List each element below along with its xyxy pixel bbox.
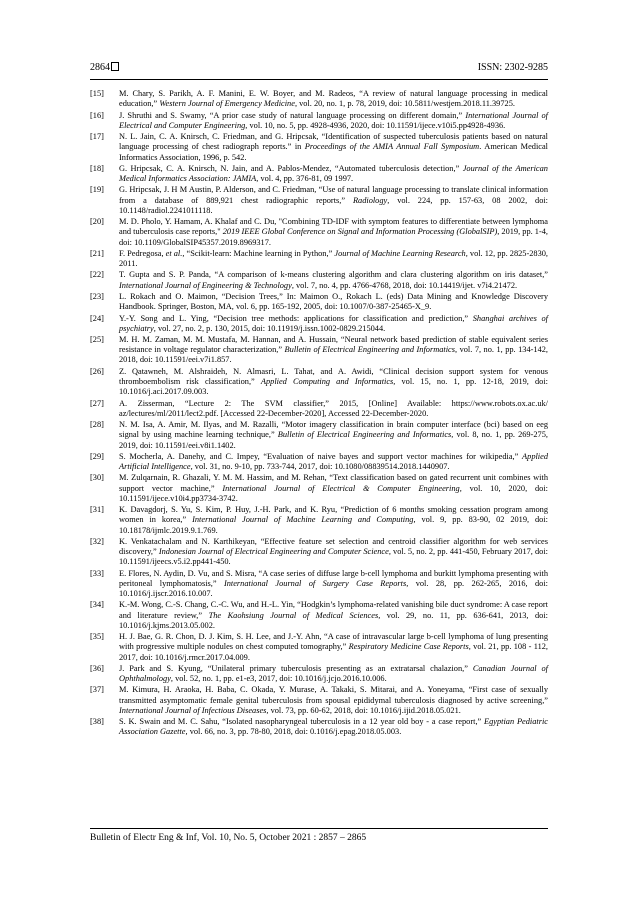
reference-venue: Respiratory Medicine Case Reports (348, 642, 469, 652)
reference-text: , vol. 8, no. 1, pp. 269-275, 2019, doi: 10.11591/eei.v8i1.1402. (119, 430, 548, 450)
reference-text: M. Zulqarnain, R. Ghazali, Y. M. M. Hassim, and M. Rehan, “Text classification based on gated recurrent unit combines with support vector machine,” (119, 473, 548, 493)
reference-number: [21] (90, 248, 104, 258)
reference-venue: Western Journal of Emergency Medicine (159, 99, 295, 109)
reference-item (90, 335, 548, 366)
reference-text: L. Rokach and O. Maimon, “Decision Trees,” In: Maimon O., Rokach L. (eds) Data Mining and Knowledge Discovery Handbook. Springer, Boston, MA, vol. 6, pp. 165-192, 2005, doi: 10.1007/0-387-25465-X_9. (119, 291, 548, 312)
reference-number: [28] (90, 420, 104, 430)
page-header (90, 62, 548, 78)
reference-number: [27] (90, 398, 104, 408)
reference-item (90, 249, 548, 269)
reference-text: , vol. 5, no. 2, pp. 441-450, February 2017, doi: 10.11591/ijeecs.v5.i2.pp441-450. (119, 547, 548, 567)
reference-item (90, 717, 548, 737)
reference-text: Z. Qatawneh, M. Alshraideh, N. Almasri, L. Tahat, and A. Awidi, “Clinical decision support system for venous thromboembolism risk classification,” (119, 366, 548, 387)
journal-citation: Bulletin of Electr Eng & Inf, Vol. 10, No. 5, October 2021 : 2857 – 2865 (90, 833, 367, 843)
reference-number: [37] (90, 685, 104, 695)
reference-venue: Bulletin of Electrical Engineering and Informatics (284, 345, 456, 355)
reference-item (90, 111, 548, 131)
reference-item (90, 452, 548, 472)
reference-number: [15] (90, 89, 104, 98)
reference-number: [19] (90, 185, 104, 195)
box-glyph-icon (111, 62, 119, 71)
reference-item (90, 164, 548, 184)
reference-venue: Indonesian Journal of Electrical Engineering and Computer Science (158, 547, 389, 557)
reference-number: [32] (90, 536, 104, 546)
reference-text: K. Davagdorj, S. Yu, S. Kim, P. Huy, J.-H. Park, and K. Ryu, “Prediction of 6 months smoking cessation program among women in korea,” (119, 505, 548, 525)
reference-number: [16] (90, 110, 104, 120)
reference-text: , vol. 31, no. 9-10, pp. 733-744, 2017, doi: 10.1080/08839514.2018.1440907. (190, 462, 450, 472)
reference-text: , vol. 29, no. 11, pp. 636-641, 2013, doi: 10.1016/j.kjms.2013.05.002. (119, 610, 548, 630)
footer-rule (90, 828, 548, 829)
reference-number: [33] (90, 568, 104, 578)
reference-text: K. Venkatachalam and N. Karthikeyan, “Effective feature set selection and centroid classifier algorithm for web services discovery,” (119, 536, 548, 557)
issn: ISSN: 2302-9285 (477, 62, 548, 73)
reference-item (90, 632, 548, 663)
reference-text: , vol. 27, no. 2, p. 130, 2015, doi: 10.11919/j.issn.1002-0829.215044. (153, 323, 386, 333)
reference-venue: International Journal of Infectious Diseases (119, 705, 267, 715)
reference-item (90, 505, 548, 536)
reference-item (90, 473, 548, 504)
reference-venue: Applied Artificial Intelligence (119, 451, 548, 472)
reference-text: Y.-Y. Song and L. Ying, “Decision tree methods: applications for classification and prediction,” (119, 313, 473, 323)
reference-item (90, 664, 548, 684)
reference-item (90, 132, 548, 163)
reference-text: M. H. M. Zaman, M. M. Mustafa, M. Hannan, and A. Hussain, “Neural network based prediction of stable equivalent series resistance in voltage regulator characterization,” (119, 335, 548, 355)
reference-venue: Shanghai archives of psychiatry (119, 313, 548, 333)
reference-item (90, 399, 548, 419)
reference-venue: International Journal of Machine Learning and Computing (192, 515, 414, 525)
reference-venue: 2019 IEEE Global Conference on Signal and Information Processing (GlobalSIP) (222, 227, 498, 237)
reference-item (90, 420, 548, 451)
reference-text: , 2019, pp. 1-4, doi: 10.1109/GlobalSIP45357.2019.8969317. (119, 227, 548, 247)
reference-item (90, 185, 548, 216)
reference-list (90, 89, 548, 739)
reference-text: E. Flores, N. Aydin, D. Vu, and S. Misra, “A case series of diffuse large b-cell lymphoma and burkitt lymphoma presenting with peritoneal lymphomatosis,” (119, 568, 548, 588)
header-rule (90, 79, 548, 80)
reference-venue: The Kaohsiung Journal of Medical Sciences (208, 610, 379, 620)
reference-venue: Canadian Journal of Ophthalmology (119, 663, 548, 684)
reference-venue: et al. (165, 248, 183, 258)
reference-number: [23] (90, 291, 104, 301)
reference-item (90, 685, 548, 716)
reference-text: J. Shruthi and S. Swamy, “A prior case study of natural language processing on different domain,” (119, 110, 466, 120)
reference-venue: Proceedings of the AMIA Annual Fall Symposium (304, 142, 480, 152)
reference-text: , vol. 73, pp. 60-62, 2018, doi: 10.1016/j.ijid.2018.05.021. (266, 705, 461, 715)
reference-venue: International Journal of Electrical & Computer Engineering (222, 483, 460, 493)
reference-text: , vol. 20, no. 1, p. 78, 2019, doi: 10.5811/westjem.2018.11.39725. (294, 99, 515, 109)
reference-item (90, 600, 548, 631)
reference-number: [22] (90, 270, 104, 280)
reference-venue: Journal of Machine Learning Research (334, 248, 466, 258)
reference-number: [38] (90, 717, 104, 727)
reference-item (90, 270, 548, 290)
reference-number: [25] (90, 335, 104, 345)
reference-text: , vol. 28, pp. 262-265, 2016, doi: 10.1016/j.ijscr.2016.10.007. (119, 578, 548, 599)
reference-text: N. M. Isa, A. Amir, M. Ilyas, and M. Razalli, “Motor imagery classification in brain computer interface (bci) based on eeg signal by using machine learning technique,” (119, 420, 548, 440)
reference-text: K.-M. Wong, C.-S. Chang, C.-C. Wu, and H.-L. Yin, “Hodgkin’s lymphoma-related vanishing bile duct syndrome: A case report and literature review,” (119, 600, 548, 620)
reference-item (90, 367, 548, 398)
reference-number: [36] (90, 663, 104, 673)
reference-item (90, 292, 548, 312)
reference-number: [24] (90, 313, 104, 323)
reference-text: G. Hripcsak, J. H M Austin, P. Alderson, and C. Friedman, “Use of natural language processing to translate clinical information from a database of 889,921 chest radiographic reports,” (119, 185, 548, 205)
reference-venue: Bulletin of Electrical Engineering and Informatics (277, 430, 452, 440)
reference-item (90, 89, 548, 109)
reference-text: , vol. 12, pp. 2825-2830, 2011. (119, 248, 549, 269)
reference-text: , vol. 4, pp. 376-81, 09 1997. (256, 174, 354, 184)
reference-text: S. K. Swain and M. C. Sahu, “Isolated nasopharyngeal tuberculosis in a 12 year old boy - a case report,” (119, 717, 485, 727)
reference-text: , vol. 66, no. 3, pp. 78-80, 2018, doi: 0.1016/j.epag.2018.05.003. (185, 727, 402, 737)
reference-number: [18] (90, 163, 104, 173)
reference-text: H. J. Bae, G. R. Chon, D. J. Kim, S. H. Lee, and J.-Y. Ahn, “A case of intravascular large b-cell lymphoma of lung presenting with progressive multiple nodules on chest computed tomography,” (119, 632, 548, 652)
reference-number: [20] (90, 217, 104, 227)
reference-text: J. Park and S. Kyung, “Unilateral primary tuberculosis presenting as an extratarsal chalazion,” (119, 663, 473, 673)
reference-text: , “Scikit-learn: Machine learning in Python,” (182, 248, 335, 258)
reference-number: [26] (90, 366, 104, 376)
reference-text: , vol. 7, no. 1, pp. 134-142, 2018, doi: 10.11591/eei.v7i1.857. (119, 345, 549, 365)
reference-number: [31] (90, 505, 104, 515)
reference-venue: Applied Computing and Informatics (260, 377, 394, 387)
reference-text: , vol. 21, pp. 108 - 112, 2017, doi: 10.1016/j.rmcr.2017.04.009. (119, 642, 549, 662)
reference-text: T. Gupta and S. P. Panda, “A comparison of k-means clustering algorithm and clara clustering algorithm on iris dataset,” (119, 270, 548, 280)
reference-venue: Radiology (352, 195, 388, 205)
reference-text: , vol. 52, no. 1, pp. e1-e3, 2017, doi: 10.1016/j.jcjo.2016.10.006. (170, 674, 387, 684)
reference-venue: International Journal of Surgery Case Reports (223, 578, 407, 588)
reference-text: M. Chary, S. Parikh, A. F. Manini, E. W. Boyer, and M. Radeos, “A review of natural language processing in medical education,” (119, 89, 548, 109)
reference-text: N. L. Jain, C. A. Knirsch, C. Friedman, and G. Hripcsak, “Identification of suspected tuberculosis patients based on natural language processing of chest radiograph reports.” in (119, 132, 548, 152)
reference-text: A. Zisserman, “Lecture 2: The SVM classifier,” 2015, [Online] Available: https://www.robots.ox.ac.uk/ az/lectures/ml/2011/lect2.pdf. [Accessed 22-December-2020], Accessed 22-December-2020. (119, 398, 548, 418)
reference-text: , vol. 224, pp. 157-63, 08 2002, doi: 10.1148/radiol.2241011118. (119, 195, 548, 215)
reference-text: G. Hripcsak, C. A. Knirsch, N. Jain, and A. Pablos-Mendez, “Automated tuberculosis detection,” (119, 163, 463, 173)
reference-number: [35] (90, 632, 104, 642)
reference-text: M. D. Pholo, Y. Hamam, A. Khalaf and C. Du, "Combining TD-IDF with symptom features to differentiate between lymphoma and tuberculosis case reports," (119, 217, 548, 237)
reference-item (90, 217, 548, 248)
reference-text: , vol. 15, no. 1, pp. 12-18, 2019, doi: 10.1016/j.aci.2017.09.003. (119, 377, 548, 397)
reference-number: [34] (90, 600, 104, 610)
reference-text: , vol. 7, no. 4, pp. 4766-4768, 2018, doi: 10.14419/ijet. v7i4.21472. (291, 280, 518, 290)
page-number: 2864 (90, 62, 119, 73)
reference-text: F. Pedregosa, (119, 248, 166, 258)
reference-text: , vol. 9, pp. 83-90, 02 2019, doi: 10.18178/ijmlc.2019.9.1.769. (119, 515, 548, 535)
reference-number: [17] (90, 132, 104, 142)
reference-text: , vol. 10, no. 5, pp. 4928-4936, 2020, doi: 10.11591/ijece.v10i5.pp4928-4936. (245, 120, 506, 130)
reference-item (90, 537, 548, 568)
reference-venue: Egyptian Pediatric Association Gazette (119, 717, 549, 737)
reference-venue: Journal of the American Medical Informatics Association: JAMIA (119, 163, 548, 184)
reference-text: , vol. 10, 2020, doi: 10.11591/ijece.v10i4.pp3734-3742. (119, 483, 548, 503)
reference-item (90, 569, 548, 600)
reference-venue: International Journal of Electrical and Computer Engineering (119, 110, 548, 130)
reference-venue: International Journal of Engineering & Technology (119, 280, 292, 290)
reference-text: M. Kimura, H. Araoka, H. Baba, C. Okada, Y. Murase, A. Takaki, S. Mitarai, and A. Yoneyama, “First case of sexually transmitted asymptomatic female genital tuberculosis from spousal epididymal tuberculosis diagnosed by active screening,” (119, 685, 548, 705)
reference-item (90, 314, 548, 334)
reference-number: [30] (90, 473, 104, 483)
reference-number: [29] (90, 451, 104, 461)
reference-text: . American Medical Informatics Association, 1996, p. 542. (119, 142, 549, 162)
reference-text: S. Mocherla, A. Danehy, and C. Impey, “Evaluation of naive bayes and support vector machines for wikipedia,” (119, 451, 523, 461)
